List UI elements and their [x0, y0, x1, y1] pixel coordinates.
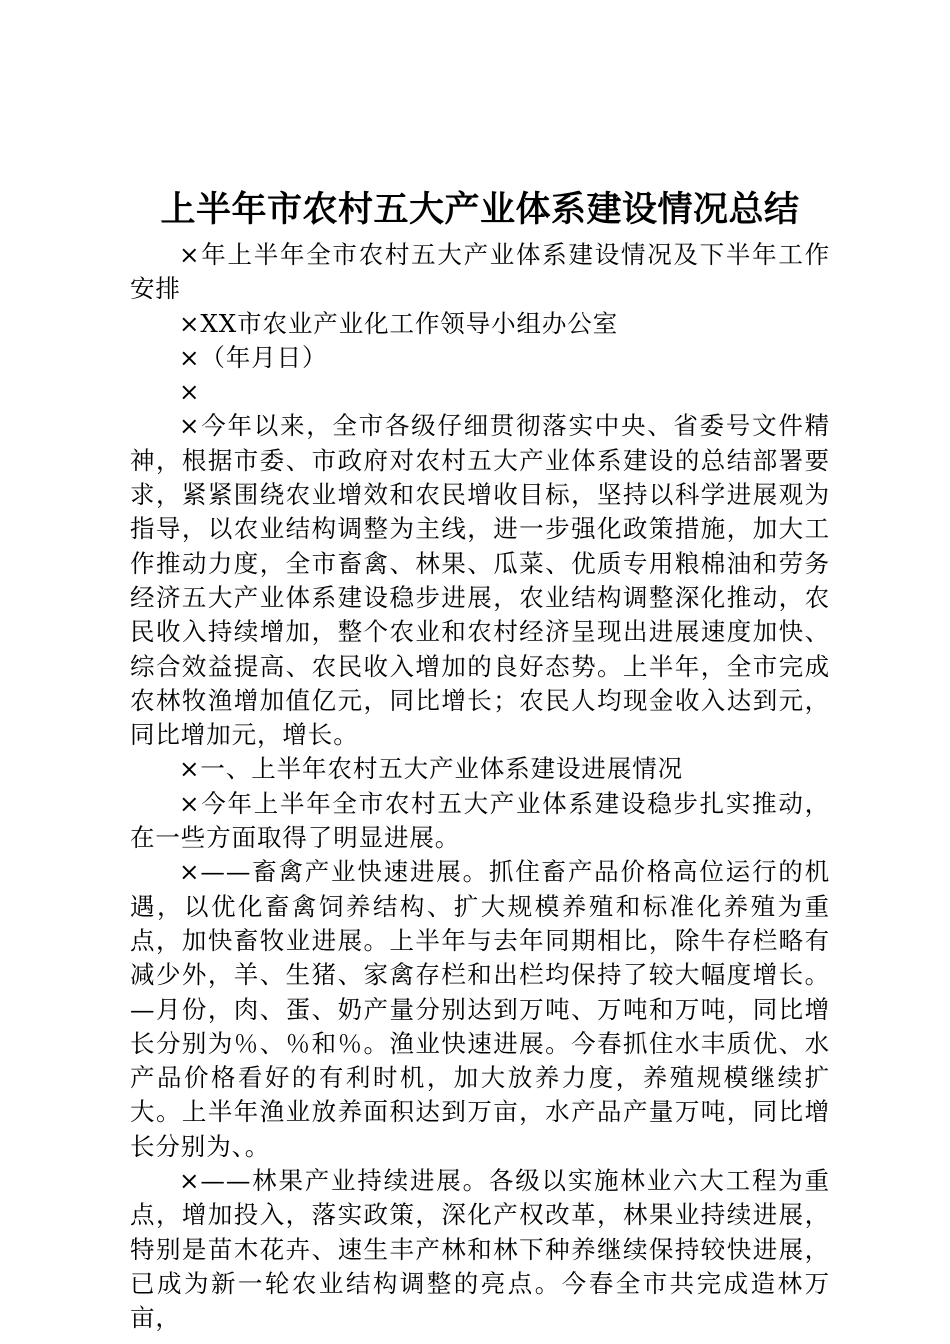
paragraph-intro: ×今年以来，全市各级仔细贯彻落实中央、省委号文件精神，根据市委、市政府对农村五大产业体系建设的总结部署要求，紧紧围绕农业增效和农民增收目标，坚持以科学进展观为指导，以农业结构调整为主线，进一步强化政策措施，加大工作推动力度，全市畜禽、林果、瓜菜、优质专用粮棉油和劳务经济五大产业体系建设稳步进展，农业结构调整深化推动，农民收入持续增加，整个农业和农村经济呈现出进展速度加快、综合效益提高、农民收入增加的良好态势。上半年，全市完成农林牧渔增加值亿元，同比增长；农民人均现金收入达到元，同比增加元，增长。 — [130, 411, 830, 750]
paragraph-marker: × — [179, 377, 201, 407]
section-heading: ×一、上半年农村五大产业体系建设进展情况 — [179, 754, 684, 784]
paragraph-date: ×（年月日） — [179, 342, 328, 372]
paragraph-section-intro: ×今年上半年全市农村五大产业体系建设稳步扎实推动，在一些方面取得了明显进展。 — [130, 788, 830, 853]
document-page — [130, 186, 830, 1336]
paragraph-issuer: ×XX市农业产业化工作领导小组办公室 — [179, 308, 619, 338]
paragraph-forestry: ×——林果产业持续进展。各级以实施林业六大工程为重点，增加投入，落实政策，深化产权改革，林果业持续进展，特别是苗木花卉、速生丰产林和林下种养继续保持较快进展，已成为新一轮农业结构调整的亮点。今春全市共完成造林万亩， — [130, 1166, 830, 1333]
paragraph-livestock: ×——畜禽产业快速进展。抓住畜产品价格高位运行的机遇，以优化畜禽饲养结构、扩大规模养殖和标准化养殖为重点，加快畜牧业进展。上半年与去年同期相比，除牛存栏略有减少外，羊、生猪、家禽存栏和出栏均保持了较大幅度增长。—月份，肉、蛋、奶产量分别达到万吨、万吨和万吨，同比增长分别为％、％和％。渔业快速进展。今春抓住水丰质优、水产品价格看好的有利时机，加大放养力度，养殖规模继续扩大。上半年渔业放养面积达到万亩，水产品产量万吨，同比增长分别为、。 — [130, 857, 830, 1161]
paragraph-subtitle: ×年上半年全市农村五大产业体系建设情况及下半年工作安排 — [130, 240, 830, 304]
document-title: 上半年市农村五大产业体系建设情况总结 — [160, 189, 800, 230]
